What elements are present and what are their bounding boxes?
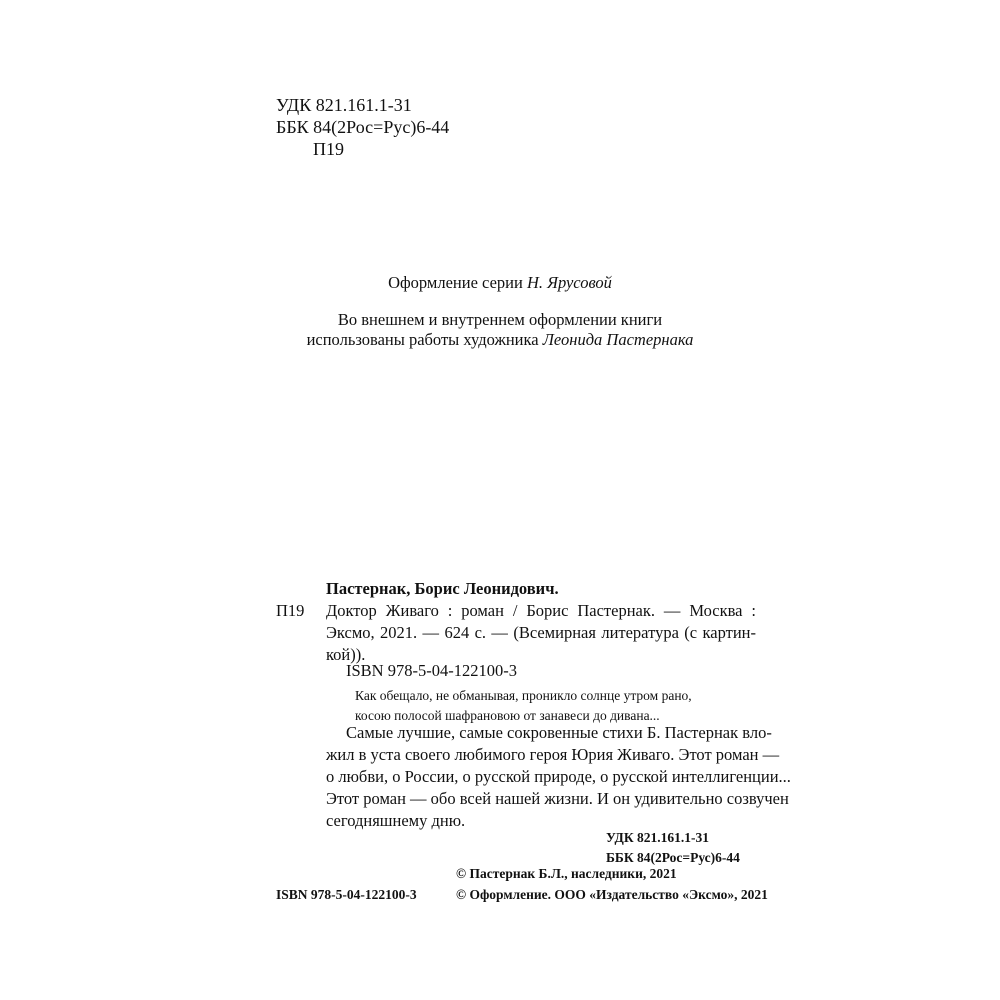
- series-design-prefix: Оформление серии: [388, 273, 527, 292]
- epigraph: [355, 686, 692, 726]
- catalog-bibliographic-description: [326, 600, 756, 666]
- design-note-prefix: использованы работы художника: [306, 330, 543, 349]
- annotation: [326, 722, 791, 832]
- series-design-credit: [0, 272, 1000, 294]
- catalog-isbn: ISBN 978-5-04-122100-3: [346, 661, 517, 680]
- top-bbk-code: ББК 84(2Рос=Рус)6-44: [276, 117, 450, 137]
- artist-name: Леонида Пастернака: [542, 330, 694, 349]
- catalog-bbk-code: ББК 84(2Рос=Рус)6-44: [606, 850, 740, 865]
- epigraph-line: Как обещало, не обманывая, проникло солнце утром рано,: [355, 688, 692, 703]
- epigraph-line: косою полосой шафрановою от занавеси до дивана...: [355, 708, 660, 723]
- biblio-line: кой)).: [326, 645, 366, 664]
- catalog-udk-code: УДК 821.161.1-31: [606, 830, 709, 845]
- series-designer-name: Н. Ярусовой: [526, 273, 612, 292]
- catalog-author-heading: Пастернак, Борис Леонидович.: [326, 579, 559, 598]
- catalog-author-mark: П19: [276, 601, 305, 620]
- annotation-line: Этот роман — обо всей нашей жизни. И он удивительно созвучен: [326, 789, 789, 808]
- annotation-line: Самые лучшие, самые сокровенные стихи Б. Пастернак вло-: [346, 723, 772, 742]
- design-note-line-2: [0, 329, 1000, 351]
- top-udk-code: УДК 821.161.1-31: [276, 95, 412, 115]
- copyright-author: © Пастернак Б.Л., наследники, 2021: [456, 866, 677, 881]
- annotation-line: жил в уста своего любимого героя Юрия Живаго. Этот роман —: [326, 745, 780, 764]
- biblio-line: Эксмо, 2021. — 624 с. — (Всемирная литература (с картин-: [326, 623, 756, 642]
- copyright-design: © Оформление. ООО «Издательство «Эксмо», 2021: [456, 887, 768, 902]
- annotation-line: о любви, о России, о русской природе, о русской интеллигенции...: [326, 767, 791, 786]
- annotation-line: сегодняшнему дню.: [326, 811, 466, 830]
- biblio-line: Доктор Живаго : роман / Борис Пастернак. — Москва :: [326, 601, 756, 620]
- top-author-mark: П19: [313, 139, 344, 159]
- design-note-line-1: Во внешнем и внутреннем оформлении книги: [337, 310, 663, 329]
- footer-isbn: ISBN 978-5-04-122100-3: [276, 887, 417, 902]
